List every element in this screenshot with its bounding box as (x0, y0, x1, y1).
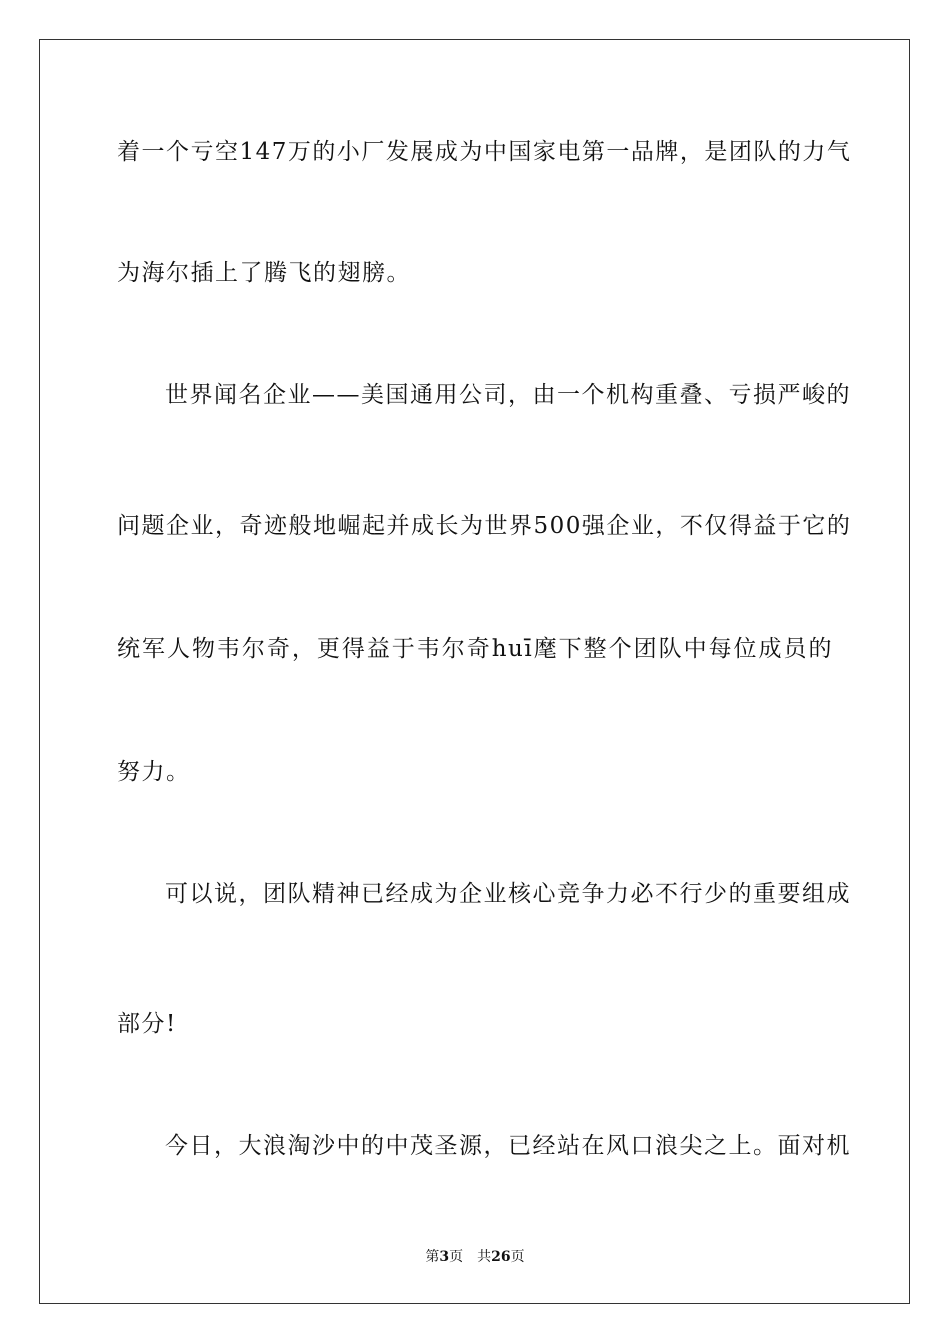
footer-page-prefix: 第 (425, 1249, 440, 1265)
page-border (39, 39, 910, 1304)
body-line-9: 今日，大浪淘沙中的中茂圣源，已经站在风口浪尖之上。面对机 (165, 1133, 851, 1159)
body-line-7: 可以说，团队精神已经成为企业核心竞争力必不行少的重要组成 (165, 881, 851, 907)
body-line-1: 着一个亏空147万的小厂发展成为中国家电第一品牌，是团队的力气 (117, 139, 852, 165)
body-line-8: 部分! (117, 1011, 177, 1037)
body-line-5: 统军人物韦尔奇，更得益于韦尔奇huī麾下整个团队中每位成员的 (117, 636, 833, 662)
footer-page-suffix: 页 (449, 1249, 464, 1265)
footer-total-suffix: 页 (510, 1249, 525, 1265)
body-line-2: 为海尔插上了腾飞的翅膀。 (117, 260, 411, 286)
page-footer (0, 1248, 950, 1266)
body-line-6: 努力。 (117, 759, 191, 785)
footer-total-prefix: 共 (477, 1249, 492, 1265)
body-line-4: 问题企业，奇迹般地崛起并成长为世界500强企业，不仅得益于它的 (117, 513, 852, 539)
footer-total-pages: 26 (491, 1249, 511, 1265)
body-line-3: 世界闻名企业——美国通用公司，由一个机构重叠、亏损严峻的 (165, 382, 851, 408)
footer-current-page: 3 (439, 1249, 450, 1265)
